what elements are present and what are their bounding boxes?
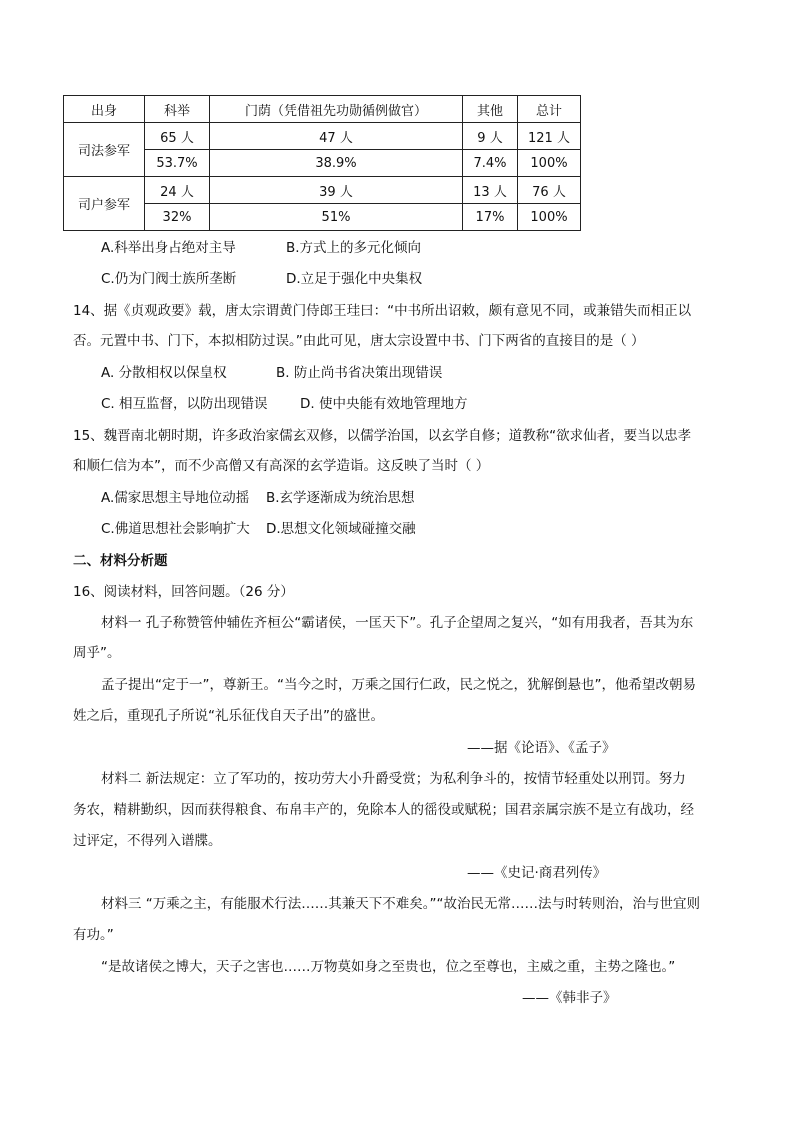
material2-line: 过评定，不得列入谱牒。	[73, 833, 222, 849]
q14-stem-line: 14、据《贞观政要》载，唐太宗谓黄门侍郎王珪曰：“中书所出诏敕，颇有意见不同，或兼错失而相正以	[73, 303, 692, 319]
table-cell: 100%	[518, 204, 581, 231]
q15-stem-line: 15、魏晋南北朝时期，许多政治家儒玄双修，以儒学治国，以玄学自修；道教称“欲求仙者，要当以忠孝	[73, 428, 692, 444]
q13-option-c: C.仍为门阀士族所垄断	[101, 271, 237, 287]
material2-line: 材料二 新法规定：立了军功的，按功劳大小升爵受赏；为私利争斗的，按情节轻重处以刑罚。努力	[101, 771, 686, 787]
q15-option-a: A.儒家思想主导地位动摇	[101, 490, 250, 506]
row-group-label: 司法参军	[64, 123, 145, 177]
material3-line: 材料三 “万乘之主，有能服术行法……其兼天下不难矣。”“故治民无常……法与时转则治，治与世宜则	[101, 896, 701, 912]
material1-line: 材料一 孔子称赞管仲辅佐齐桓公“霸诸侯，一匡天下”。孔子企望周之复兴，“如有用我者，吾其为东	[101, 615, 694, 631]
q15-option-b: B.玄学逐渐成为统治思想	[266, 490, 415, 506]
q15-option-c: C.佛道思想社会影响扩大	[101, 521, 250, 537]
table-cell: 24 人	[145, 177, 210, 204]
material2-line: 务农，精耕勤织，因而获得粮食、布帛丰产的，免除本人的徭役或赋税；国君亲属宗族不是立有战功，经	[73, 802, 694, 818]
material1-source: ——据《论语》、《孟子》	[467, 740, 616, 756]
material1-line: 周乎”。	[73, 645, 121, 661]
table-row	[64, 123, 581, 150]
q14-option-b: B. 防止尚书省决策出现错误	[276, 365, 443, 381]
table-cell: 9 人	[463, 123, 518, 150]
table-row	[64, 177, 581, 204]
table-cell: 17%	[463, 204, 518, 231]
official-origin-table	[63, 95, 581, 231]
table-cell: 76 人	[518, 177, 581, 204]
header-cell: 科举	[145, 96, 210, 123]
table-cell: 32%	[145, 204, 210, 231]
material3-line: “是故诸侯之博大，天子之害也……万物莫如身之至贵也，位之至尊也，主威之重，主势之隆也。”	[101, 959, 676, 975]
row-group-label: 司户参军	[64, 177, 145, 231]
table-cell: 65 人	[145, 123, 210, 150]
q15-stem-line: 和顺仁信为本”，而不少高僧又有高深的玄学造诣。这反映了当时（ ）	[73, 458, 490, 474]
table-cell: 7.4%	[463, 150, 518, 177]
header-cell: 其他	[463, 96, 518, 123]
section-title: 二、材料分析题	[73, 553, 168, 569]
table-cell: 51%	[210, 204, 463, 231]
q13-option-d: D.立足于强化中央集权	[286, 271, 423, 287]
q14-option-c: C. 相互监督，以防出现错误	[101, 396, 268, 412]
table-cell: 39 人	[210, 177, 463, 204]
material3-source: ——《韩非子》	[522, 990, 617, 1006]
table-header-row	[64, 96, 581, 123]
table-cell: 100%	[518, 150, 581, 177]
table-cell: 38.9%	[210, 150, 463, 177]
q13-option-b: B.方式上的多元化倾向	[286, 240, 422, 256]
material3-line: 有功。”	[73, 927, 114, 943]
q14-option-a: A. 分散相权以保皇权	[101, 365, 227, 381]
q16-stem: 16、阅读材料，回答问题。（26 分）	[73, 584, 294, 600]
header-cell: 门荫（凭借祖先功勋循例做官）	[210, 96, 463, 123]
q14-option-d: D. 使中央能有效地管理地方	[300, 396, 468, 412]
header-cell: 总计	[518, 96, 581, 123]
table-cell: 53.7%	[145, 150, 210, 177]
table-cell: 121 人	[518, 123, 581, 150]
table-cell: 13 人	[463, 177, 518, 204]
table-cell: 47 人	[210, 123, 463, 150]
material1-line: 孟子提出“定于一”，尊新王。“当今之时，万乘之国行仁政，民之悦之，犹解倒悬也”，他希望改朝易	[101, 677, 696, 693]
material2-source: ——《史记·商君列传》	[467, 865, 607, 881]
header-cell: 出身	[64, 96, 145, 123]
q15-option-d: D.思想文化领域碰撞交融	[266, 521, 416, 537]
material1-line: 姓之后，重现孔子所说“礼乐征伐自天子出”的盛世。	[73, 708, 384, 724]
q13-option-a: A.科举出身占绝对主导	[101, 240, 236, 256]
q14-stem-line: 否。元置中书、门下，本拟相防过误。”由此可见，唐太宗设置中书、门下两省的直接目的是（ ）	[73, 333, 645, 349]
